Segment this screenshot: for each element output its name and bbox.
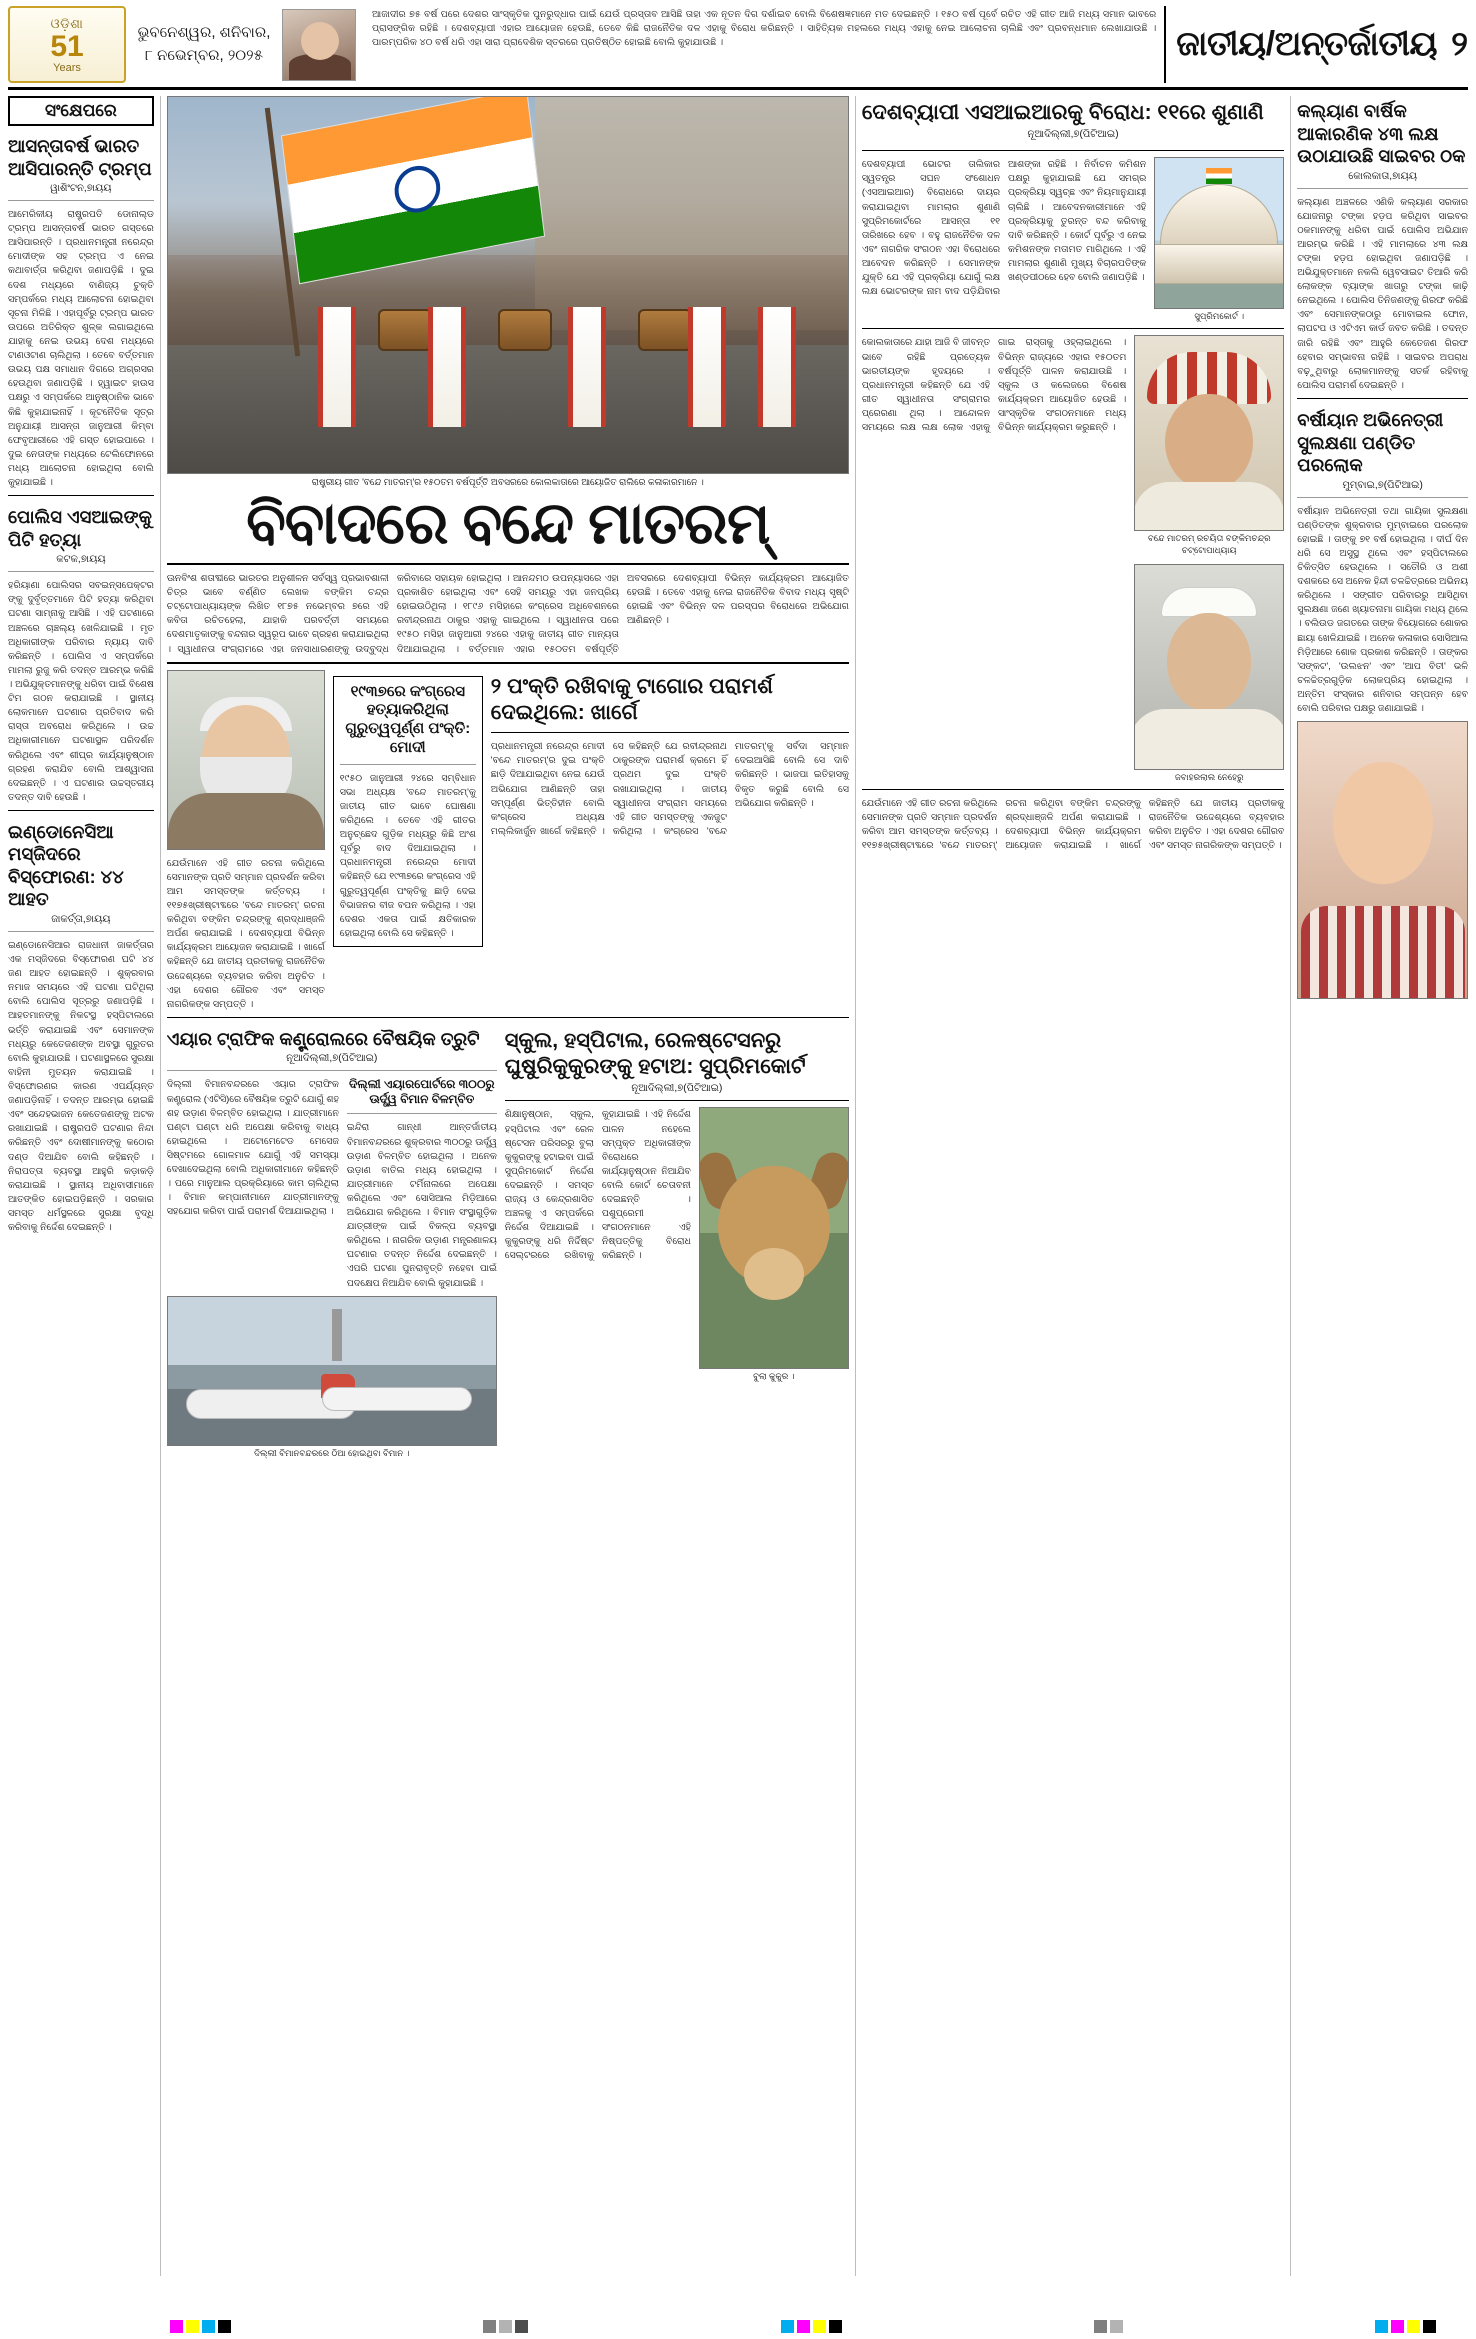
publication-logo (8, 6, 126, 83)
color-swatch (483, 2320, 496, 2333)
masthead-date: ୮ ନଭେମ୍ବର, ୨୦୨୫ (145, 46, 263, 64)
body-trump: ଆମେରିକୀୟ ରାଷ୍ଟ୍ରପତି ଡୋନାଲ୍ଡ ଟ୍ରମ୍ପ ଆସନ୍ତାବର୍ଷ ଭାରତ ଗସ୍ତରେ ଆସିପାରନ୍ତି । ପ୍ରଧାନମନ୍ତ୍ରୀ ନରେନ୍ଦ୍ର ମୋଦୀଙ୍କ ସହ ଟ୍ରମ୍ପ ଏ ନେଇ କଥାବାର୍ତ୍ତା କରିଥିବା ଜଣାପଡ଼ିଛି । ଦୁଇ ଦେଶ ମଧ୍ୟରେ ବାଣିଜ୍ୟ ଚୁକ୍ତି ସମ୍ପର୍କରେ ମଧ୍ୟ ଆଲୋଚନା ହୋଇଥିବା ସୂଚନା ମିଳିଛି । ଏହାପୂର୍ବରୁ ଟ୍ରମ୍ପ ଭାରତ ଉପରେ ଅତିରିକ୍ତ ଶୁଳ୍କ ଲଗାଇଥିଲେ ଯାହାକୁ ନେଇ ଉଭୟ ଦେଶ ମଧ୍ୟରେ ଟାଣଓଟାଣ ଚାଲିଥିଲା । ତେବେ ବର୍ତ୍ତମାନ ଉଭୟ ପକ୍ଷ ସମାଧାନ ଦିଗରେ ଅଗ୍ରସର ହେଉଥିବା ଜଣାପଡ଼ିଛି । ହ୍ୱାଇଟ ହାଉସ ପକ୍ଷରୁ ଏ ସମ୍ପର୍କରେ ଆନୁଷ୍ଠାନିକ ଭାବେ କିଛି କୁହାଯାଇନାହିଁ । କୂଟନୈତିକ ସୂତ୍ର ଅନୁଯାୟୀ ଆସନ୍ତା ଜାନୁଆରୀ କିମ୍ବା ଫେବୃଆରୀରେ ଏହି ଗସ୍ତ ହୋଇପାରେ । ଦୁଇ ନେତାଙ୍କ ମଧ୍ୟରେ ଟେଲିଫୋନରେ ମଧ୍ୟ ଆଲୋଚନା ହୋଇଥିଲା ବୋଲି କୁହାଯାଇଛି । (8, 208, 154, 488)
color-swatch (1094, 2320, 1107, 2333)
bankim-chandra-photo (1134, 335, 1284, 531)
divider (1297, 497, 1468, 498)
modi-photo-caption (167, 850, 325, 852)
stray-dog-photo-caption: ବୁଲା କୁକୁର । (753, 1371, 795, 1382)
color-group (781, 2320, 842, 2333)
divider (8, 931, 154, 932)
column-right (855, 96, 1284, 2276)
dateline-indonesia-blast: ଜାକର୍ତ୍ତା,୭ାୟୟ (51, 913, 111, 925)
color-swatch (515, 2320, 528, 2333)
sir-header-row (862, 96, 1284, 144)
headline-si-killed: ପୋଲିସ ଏସଆଇଙ୍କୁ ପିଟି ହତ୍ୟା (8, 507, 152, 550)
color-swatch (1110, 2320, 1123, 2333)
body-obituary: ବର୍ଷୀୟାନ ଅଭିନେତ୍ରୀ ତଥା ଗାୟିକା ସୁଲକ୍ଷଣା ପଣ୍ଡିତଙ୍କ ଶୁକ୍ରବାର ମୁମ୍ବାଇରେ ପରଲୋକ ହୋଇଛି । ତାଙ୍କୁ ୭୧ ବର୍ଷ ହୋଇଥିଲା । ଦୀର୍ଘ ଦିନ ଧରି ସେ ଅସୁସ୍ଥ ଥିଲେ ଏବଂ ହସ୍ପିଟାଲରେ ଚିକିତ୍ସିତ ହେଉଥିଲେ । ସତୌରି ଓ ଅଶୀ ଦଶକରେ ସେ ଅନେକ ହିନ୍ଦୀ ଚଳଚ୍ଚିତ୍ରରେ ଅଭିନୟ କରିଥିଲେ । ସଙ୍ଗୀତ ପରିବାରରୁ ଆସିଥିବା ସୁଲକ୍ଷଣା ଜଣେ ଖ୍ୟାତନାମା ଗାୟିକା ମଧ୍ୟ ଥିଲେ । ବଲିଉଡ ଜଗତରେ ତାଙ୍କ ବିୟୋଗରେ ଶୋକର ଛାୟା ଖେଳିଯାଇଛି । ଅନେକ କଳାକାର ସୋସିଆଲ ମିଡ଼ିଆରେ ଶୋକ ପ୍ରକାଶ କରିଛନ୍ତି । ତାଙ୍କର 'ସଙ୍କଟ', 'ଉଲଝନ' ଏବଂ 'ଆପ ବିତୀ' ଭଳି ଚଳଚ୍ଚିତ୍ରଗୁଡ଼ିକ ଲୋକପ୍ରିୟ ହୋଇଥିଲା । ଅନ୍ତିମ ସଂସ୍କାର ଶନିବାର ସମ୍ପନ୍ନ ହେବ ବୋଲି ପରିବାର ପକ୍ଷରୁ ଜଣାଯାଇଛି । (1297, 504, 1469, 714)
dateline-cyber-fraud: କୋଲକାତା,୭ାୟୟ (1348, 170, 1417, 182)
logo-crest-text: ଓଡ଼ିଶା (50, 15, 84, 31)
dateline-obituary: ମୁମ୍ବାଇ,୭(ପିଟିଆଇ) (1342, 479, 1423, 491)
airport-photo-caption: ଦିଲ୍ଲୀ ବିମାନବନ୍ଦରରେ ଠିଆ ହୋଇଥିବା ବିମାନ । (254, 1447, 410, 1458)
color-swatch (218, 2320, 231, 2333)
article-si-killed (8, 502, 154, 804)
center-bottom-grid (167, 1024, 849, 1459)
color-swatch (1375, 2320, 1388, 2333)
actress-photo (1297, 721, 1468, 999)
center-sub-inset (333, 670, 483, 1011)
headline-cyber-fraud: କଲ୍ୟାଣ ବାର୍ଷିକ ଆକାରଣିକ ୪୩ ଲକ୍ଷ ଉଠାଯାଉଛି ସାଇବର ଠକ (1297, 101, 1466, 166)
divider (167, 1017, 849, 1018)
page-number: ୨ (1451, 25, 1468, 63)
article-cyber-fraud (1297, 96, 1468, 392)
center-sub-left (167, 670, 325, 1011)
divider (8, 495, 154, 496)
headline-stray-dogs: ସ୍କୁଲ, ହସ୍ପିଟାଲ, ରେଳଷ୍ଟେସନରୁ ଘୁଷୁରିକୁକୁରଙ୍କୁ ହଟାଅ: ସୁପ୍ରିମକୋର୍ଟ (504, 1028, 806, 1079)
divider (505, 1100, 849, 1101)
masthead-dateline (134, 22, 274, 67)
body-mid: କୋଲକାତାରେ ଯାହା ଆଜି ବି ଜୀବନ୍ତ ଭାବେ ରହିଛି ପ୍ରତ୍ୟେକ ଭାରତୀୟଙ୍କ ହୃଦୟରେ । ପ୍ରଧାନମନ୍ତ୍ରୀ କହିଛନ୍ତି ଯେ ଏହି ଗୀତ ସ୍ୱାଧୀନତା ସଂଗ୍ରାମର ପ୍ରେରଣା ଥିଲା । ଆନ୍ଦୋଳନ ସମୟରେ ଲକ୍ଷ ଲକ୍ଷ ଲୋକ ଏହାକୁ ଗାଇ ରାସ୍ତାକୁ ଓହ୍ଲାଇଥିଲେ । ବିଭିନ୍ନ ରାଜ୍ୟରେ ଏହାର ୧୫୦ତମ ବର୍ଷପୂର୍ତ୍ତି ପାଳନ କରାଯାଉଛି । ସ୍କୁଲ ଓ କଲେଜରେ ବିଶେଷ କାର୍ଯ୍ୟକ୍ରମ ଆୟୋଜିତ ହେଉଛି । ସାଂସ୍କୃତିକ ସଂଗଠନମାନେ ମଧ୍ୟ ବିଭିନ୍ନ କାର୍ଯ୍ୟକ୍ରମ କରୁଛନ୍ତି । (861, 336, 1127, 433)
body-1937: ୧୯୫୦ ଜାନୁଆରୀ ୨୪ରେ ସମ୍ବିଧାନ ସଭା ଅଧ୍ୟକ୍ଷ 'ବନ୍ଦେ ମାତରମ୍'କୁ ଜାତୀୟ ଗୀତ ଭାବେ ଘୋଷଣା କରିଥିଲେ । ତେବେ ଏହି ଗୀତର ଅନୁଚ୍ଛେଦ ଗୁଡ଼ିକ ମଧ୍ୟରୁ କିଛି ଅଂଶ ପୂର୍ବରୁ ବାଦ ଦିଆଯାଇଥିଲା । ପ୍ରଧାନମନ୍ତ୍ରୀ ନରେନ୍ଦ୍ର ମୋଦୀ କହିଛନ୍ତି ଯେ ୧୯୩୭ରେ କଂଗ୍ରେସ ଏହି ଗୁରୁତ୍ୱପୂର୍ଣ୍ଣ ପଂକ୍ତିକୁ ଛାଡ଼ି ଦେଇ ବିଭାଜନର ବୀଜ ବପନ କରିଥିଲା । ଏହା ଦେଶର ଏକତା ପାଇଁ କ୍ଷତିକାରକ ହୋଇଥିଲା ବୋଲି ସେ କହିଛନ୍ତି । (339, 771, 476, 938)
color-swatch (202, 2320, 215, 2333)
color-group (170, 2320, 231, 2333)
headline-indonesia-blast: ଇଣ୍ଡୋନେସିଆ ମସ୍ଜିଦରେ ବିସ୍ଫୋରଣ: ୪୪ ଆହତ (8, 821, 124, 910)
color-swatch (1391, 2320, 1404, 2333)
divider (340, 764, 476, 765)
column-far-right (1290, 96, 1468, 2276)
color-swatch (781, 2320, 794, 2333)
color-group (1375, 2320, 1436, 2333)
portraits-row (862, 335, 1284, 783)
inset-1937 (333, 676, 483, 947)
color-swatch (186, 2320, 199, 2333)
lead-paragraph-block (167, 563, 849, 664)
dog-block (505, 1024, 849, 1459)
dateline-stray-dogs: ନୂଆଦିଲ୍ଲୀ,୭(ପିଟିଆଇ) (631, 1083, 723, 1095)
masthead-blurb: ଆଜାଦୀର ୭୫ ବର୍ଷ ପରେ ଦେଶର ସାଂସ୍କୃତିକ ପୁନରୁଦ୍ଧାର ପାଇଁ ଯେଉଁ ପ୍ରସ୍ତାବ ଆସିଛି ତାହା ଏକ ନୂତନ ଦିଗ ଦର୍ଶାଇବ ବୋଲି ବିଶେଷଜ୍ଞମାନେ ମତ ଦେଇଛନ୍ତି । ୧୫୦ ବର୍ଷ ପୂର୍ବେ ରଚିତ ଏହି ଗୀତ ଆଜି ମଧ୍ୟ ସମାନ ଭାବରେ ପ୍ରାସଙ୍ଗିକ ରହିଛି । ଦେଶବ୍ୟାପୀ ଏହାର ଆୟୋଜନ ହେଉଛି, ତେବେ କିଛି ରାଜନୈତିକ ଦଳ ଏହାକୁ ବିରୋଧ କରିଛନ୍ତି । ସାହିତ୍ୟିକ ମହଲରେ ମଧ୍ୟ ଏହାକୁ ନେଇ ଆଲୋଚନା ଚାଲିଛି ଏବଂ ପ୍ରବନ୍ଧମାନ ଲେଖାଯାଉଛି । ପାରମ୍ପରିକ ୪୦ ବର୍ଷ ଧରି ଏହା ସାରା ପ୍ରାଦେଶିକ ସ୍ତରରେ ପ୍ରତିଷ୍ଠିତ ହୋଇଛି ବୋଲି କୁହାଯାଉଛି । (372, 9, 1157, 48)
divider (8, 571, 154, 572)
divider (862, 789, 1284, 790)
color-group (483, 2320, 528, 2333)
body-indonesia-blast: ଇଣ୍ଡୋନେସିଆର ରାଜଧାନୀ ଜାକର୍ତ୍ତାର ଏକ ମସ୍ଜିଦରେ ବିସ୍ଫୋରଣ ଘଟି ୪୪ ଜଣ ଆହତ ହୋଇଛନ୍ତି । ଶୁକ୍ରବାର ନମାଜ ସମୟରେ ଏହି ଘଟଣା ଘଟିଥିଲା ବୋଲି ପୋଲିସ ସୂତ୍ରରୁ ଜଣାପଡ଼ିଛି । ଆହତମାନଙ୍କୁ ନିକଟସ୍ଥ ହସ୍ପିଟାଲରେ ଭର୍ତ୍ତି କରାଯାଇଛି ଏବଂ ସେମାନଙ୍କ ମଧ୍ୟରୁ କେତେଜଣଙ୍କ ଅବସ୍ଥା ଗୁରୁତର ବୋଲି କୁହାଯାଉଛି । ଘଟଣାସ୍ଥଳରେ ସୁରକ୍ଷା ବାହିନୀ ମୁତୟନ କରାଯାଇଛି । ବିସ୍ଫୋରଣର କାରଣ ଏପର୍ଯ୍ୟନ୍ତ ଜଣାପଡ଼ିନାହିଁ । ତଦନ୍ତ ଆରମ୍ଭ ହୋଇଛି ଏବଂ ସନ୍ଦେହଭାଜନ କେତେଜଣଙ୍କୁ ଅଟକ ରଖାଯାଇଛି । ରାଷ୍ଟ୍ରପତି ଘଟଣାର ନିନ୍ଦା କରିଛନ୍ତି ଏବଂ ଦୋଷୀମାନଙ୍କୁ କଠୋର ଦଣ୍ଡ ଦିଆଯିବ ବୋଲି କହିଛନ୍ତି । ନିରାପତ୍ତା ବ୍ୟବସ୍ଥା ଆହୁରି କଡ଼ାକଡ଼ି କରାଯାଇଛି । ସ୍ଥାନୀୟ ଅଧିବାସୀମାନେ ଆତଙ୍କିତ ହୋଇପଡ଼ିଛନ୍ତି । ସରକାର ସମସ୍ତ ଧର୍ମସ୍ଥଳରେ ସୁରକ୍ଷା ବୃଦ୍ଧି କରିବାକୁ ନିର୍ଦ୍ଦେଶ ଦେଇଛନ୍ତି । (8, 938, 154, 1233)
color-swatch (1407, 2320, 1420, 2333)
headline-sir: ଦେଶବ୍ୟାପୀ ଏସଆଇଆରକୁ ବିରୋଧ: ୧୧ରେ ଶୁଣାଣି (861, 101, 1264, 124)
color-swatch (797, 2320, 810, 2333)
divider (167, 1070, 497, 1071)
supreme-court-photo (1154, 157, 1284, 309)
body-cyber-fraud: କଲ୍ୟାଣ ଅଞ୍ଚଳରେ ଏଣିକି କଲ୍ୟାଣ ସରକାର ଯୋଜନାରୁ ଟଙ୍କା ହଡ଼ପ କରିଥିବା ସାଇବର ଠକମାନଙ୍କୁ ଧରିବା ପାଇଁ ପୋଲିସ ଅଭିଯାନ ଆରମ୍ଭ କରିଛି । ଏହି ମାମଲାରେ ୪୩ ଲକ୍ଷ ଟଙ୍କା ହଡ଼ପ ହୋଇଥିବା ଜଣାପଡ଼ିଛି । ଅଭିଯୁକ୍ତମାନେ ନକଲି ୱେବସାଇଟ ତିଆରି କରି ଲୋକଙ୍କ ବ୍ୟାଙ୍କ ଖାତାରୁ ଟଙ୍କା କାଢ଼ି ନେଇଥିଲେ । ପୋଲିସ ତିନିଜଣଙ୍କୁ ଗିରଫ କରିଛି ଏବଂ ସେମାନଙ୍କଠାରୁ ମୋବାଇଲ ଫୋନ, ଲାପଟପ ଓ ଏଟିଏମ କାର୍ଡ ଜବତ କରିଛି । ତଦନ୍ତ ଜାରି ରହିଛି ଏବଂ ଆହୁରି କେତେଜଣ ଗିରଫ ହେବାର ସମ୍ଭାବନା ରହିଛି । ସାଇବର ଅପରାଧ ବଢ଼ୁଥିବାରୁ ଲୋକମାନଙ୍କୁ ସତର୍କ ରହିବାକୁ ପୋଲିସ ପରାମର୍ଶ ଦେଇଛନ୍ତି । (1297, 195, 1469, 390)
logo-years-label: Years (53, 61, 81, 74)
airport-photo (167, 1296, 497, 1446)
dateline-trump: ୱାଶିଂଟନ,୭ାୟୟ (50, 183, 112, 194)
section-header (1164, 6, 1468, 83)
masthead-place: ଭୁବନେଶ୍ୱର, ଶନିବାର, (137, 24, 271, 41)
section-title: ଜାତୀୟ/ଅନ୍ତର୍ଜାତୀୟ (1176, 25, 1438, 63)
column-left (8, 96, 154, 2276)
dateline-si-killed: କଟକ,୭ାୟୟ (56, 554, 106, 566)
body-airport-delay: ଇନ୍ଦିରା ଗାନ୍ଧୀ ଆନ୍ତର୍ଜାତୀୟ ବିମାନବନ୍ଦରରେ ଶୁକ୍ରବାର ୩୦୦ରୁ ଊର୍ଦ୍ଧ୍ୱ ଉଡ଼ାଣ ବିଳମ୍ବିତ ହୋଇଥିଲା । ଅନେକ ଉଡ଼ାଣ ବାତିଲ ମଧ୍ୟ ହୋଇଥିଲା । ଯାତ୍ରୀମାନେ ଟର୍ମିନାଲରେ ଅପେକ୍ଷା କରିଥିଲେ ଏବଂ ସୋସିଆଲ ମିଡ଼ିଆରେ ଅଭିଯୋଗ କରିଥିଲେ । ବିମାନ ସଂସ୍ଥାଗୁଡ଼ିକ ଯାତ୍ରୀଙ୍କ ପାଇଁ ବିକଳ୍ପ ବ୍ୟବସ୍ଥା କରିଥିଲେ । ନାଗରିକ ଉଡ଼ାଣ ମନ୍ତ୍ରଣାଳୟ ଘଟଣାର ତଦନ୍ତ ନିର୍ଦ୍ଦେଶ ଦେଇଛନ୍ତି । ଏପରି ଘଟଣା ପୁନରାବୃତ୍ତି ନହେବା ପାଇଁ ପଦକ୍ଷେପ ନିଆଯିବ ବୋଲି କୁହାଯାଇଛି । (346, 1121, 497, 1288)
nehru-photo-caption: ଜବାହରଲାଲ ନେହେରୁ (1174, 771, 1244, 782)
body-stray-dogs: ଶିକ୍ଷାନୁଷ୍ଠାନ, ସ୍କୁଲ, ହସ୍ପିଟାଲ ଏବଂ ରେଳ ଷ୍ଟେସନ ପରିସରରୁ ବୁଲା କୁକୁରଙ୍କୁ ହଟାଇବା ପାଇଁ ସୁପ୍ରିମକୋର୍ଟ ନିର୍ଦ୍ଦେଶ ଦେଇଛନ୍ତି । ସମସ୍ତ ରାଜ୍ୟ ଓ କେନ୍ଦ୍ରଶାସିତ ଅଞ୍ଚଳକୁ ଏ ସମ୍ପର୍କରେ ନିର୍ଦ୍ଦେଶ ଦିଆଯାଇଛି । କୁକୁରଙ୍କୁ ଧରି ନିର୍ଦ୍ଦିଷ୍ଟ ସେଲ୍ଟରରେ ରଖିବାକୁ କୁହାଯାଇଛି । ଏହି ନିର୍ଦ୍ଦେଶ ପାଳନ ନହେଲେ ସମ୍ପୃକ୍ତ ଅଧିକାରୀଙ୍କ ବିରୋଧରେ କାର୍ଯ୍ୟାନୁଷ୍ଠାନ ନିଆଯିବ ବୋଲି କୋର୍ଟ ଚେତାବନୀ ଦେଇଛନ୍ତି । ପଶୁପ୍ରେମୀ ସଂଗଠନମାନେ ଏହି ନିଷ୍ପତ୍ତିକୁ ବିରୋଧ କରିଛନ୍ତି । (504, 1108, 691, 1261)
color-swatch (1423, 2320, 1436, 2333)
color-group (1094, 2320, 1123, 2333)
divider (1297, 398, 1468, 399)
supreme-court-photo-caption: ସୁପ୍ରିମକୋର୍ଟ । (1194, 311, 1245, 322)
column-center (160, 96, 849, 2276)
divider (491, 732, 849, 733)
main-headline: ବିବାଦରେ ବନ୍ଦେ ମାତରମ୍ (246, 491, 770, 557)
center-lower-grid (167, 670, 849, 1011)
body-mid-overflow: ଯେଉଁମାନେ ଏହି ଗୀତ ରଚନା କରିଥିଲେ ସେମାନଙ୍କ ପ୍ରତି ସମ୍ମାନ ପ୍ରଦର୍ଶନ କରିବା ଆମ ସମସ୍ତଙ୍କ କର୍ତ୍ତବ୍ୟ । ୧୧୭୫ଖ୍ରୀଷ୍ଟାବ୍ଦରେ 'ବନ୍ଦେ ମାତରମ୍' ରଚନା କରିଥିବା ବଙ୍କିମ ଚନ୍ଦ୍ରଙ୍କୁ ଶ୍ରଦ୍ଧାଞ୍ଜଳି ଅର୍ପଣ କରାଯାଇଛି । ଦେଶବ୍ୟାପୀ ବିଭିନ୍ନ କାର୍ଯ୍ୟକ୍ରମ ଆୟୋଜନ କରାଯାଇଛି । ଖାର୍ଗେ କହିଛନ୍ତି ଯେ ଜାତୀୟ ପ୍ରତୀକକୁ ରାଜନୈତିକ ଉଦ୍ଦେଶ୍ୟରେ ବ୍ୟବହାର କରିବା ଅନୁଚିତ । ଏହା ଦେଶର ଗୌରବ ଏବଂ ସମସ୍ତ ନାଗରିକଙ୍କ ସମ୍ପତ୍ତି । (861, 796, 1285, 851)
divider (8, 810, 154, 811)
briefs-header: ସଂକ୍ଷେପରେ (8, 96, 154, 126)
article-trump (8, 131, 154, 489)
headline-1937: ୧୯୩୭ରେ କଂଗ୍ରେସ ହତ୍ୟାକରିଥିଲା ଗୁରୁତ୍ୱପୂର୍ଣ୍ଣ ପଂକ୍ତି: ମୋଦୀ (345, 682, 471, 756)
divider (862, 328, 1284, 329)
body-sir: ଦେଶବ୍ୟାପୀ ଭୋଟର ତାଲିକାର ସ୍ୱତନ୍ତ୍ର ସଘନ ସଂଶୋଧନ (ଏସଆଇଆର) ବିରୋଧରେ ଦାୟର କରାଯାଇଥିବା ମାମଲାର ଶୁଣାଣି ସୁପ୍ରିମକୋର୍ଟରେ ଆସନ୍ତା ୧୧ ତାରିଖରେ ହେବ । ବହୁ ରାଜନୈତିକ ଦଳ ଏବଂ ନାଗରିକ ସଂଗଠନ ଏହା ବିରୋଧରେ ଆବେଦନ କରିଛନ୍ତି । ସେମାନଙ୍କ ଯୁକ୍ତି ଯେ ଏହି ପ୍ରକ୍ରିୟା ଯୋଗୁଁ ଲକ୍ଷ ଲକ୍ଷ ଭୋଟରଙ୍କ ନାମ ବାଦ ପଡ଼ିଯିବାର ଆଶଙ୍କା ରହିଛି । ନିର୍ବାଚନ କମିଶନ ପକ୍ଷରୁ କୁହାଯାଇଛି ଯେ ସମଗ୍ର ପ୍ରକ୍ରିୟା ସ୍ୱଚ୍ଛ ଏବଂ ନିୟମାନୁଯାୟୀ ଚାଲିଛି । ଆବେଦନକାରୀମାନେ ଏହି ପ୍ରକ୍ରିୟାକୁ ତୁରନ୍ତ ବନ୍ଦ କରିବାକୁ ଦାବି କରିଛନ୍ତି । କୋର୍ଟ ପୂର୍ବରୁ ଏ ନେଇ କମିଶନଙ୍କ ମତାମତ ମାଗିଥିଲେ । ଏହି ମାମଲାର ଶୁଣାଣି ମୁଖ୍ୟ ବିଚାରପତିଙ୍କ ଖଣ୍ଡପୀଠରେ ହେବ ବୋଲି ଜଣାପଡ଼ିଛି । (861, 158, 1147, 297)
color-swatch (829, 2320, 842, 2333)
bankim-photo-caption: ବନ୍ଦେ ମାତରମ୍ ରଚୟିତା ବଙ୍କିମଚନ୍ଦ୍ର ଚଟ୍ଟୋପାଧ୍ୟାୟ (1147, 533, 1271, 555)
body-atc: ଦିଲ୍ଲୀ ବିମାନବନ୍ଦରରେ ଏୟାର ଟ୍ରାଫିକ କଣ୍ଟ୍ରୋଲ (ଏଟିସି)ରେ ବୈଷୟିକ ତ୍ରୁଟି ଯୋଗୁଁ ଶହ ଶହ ଉଡ଼ାଣ ବିଳମ୍ବିତ ହୋଇଥିଲା । ଯାତ୍ରୀମାନେ ଘଣ୍ଟା ଘଣ୍ଟା ଧରି ଅପେକ୍ଷା କରିବାକୁ ବାଧ୍ୟ ହୋଇଥିଲେ । ଅଟୋମେଟେଡ ମେସେଜ ସିଷ୍ଟମରେ ଗୋଳମାଳ ଯୋଗୁଁ ଏହି ସମସ୍ୟା ଦେଖାଦେଇଥିଲା ବୋଲି ଅଧିକାରୀମାନେ କହିଛନ୍ତି । ପରେ ମାନୁଆଲ ପ୍ରକ୍ରିୟାରେ କାମ ଚାଲିଥିଲା । ବିମାନ କମ୍ପାନୀମାନେ ଯାତ୍ରୀମାନଙ୍କୁ ସହଯୋଗ କରିବା ପାଇଁ ପରାମର୍ଶ ଦିଆଯାଇଥିଲା । (166, 1078, 339, 1217)
divider (862, 150, 1284, 151)
nehru-photo (1134, 564, 1284, 770)
stray-dog-photo (699, 1107, 849, 1369)
color-swatch (499, 2320, 512, 2333)
rally-photo-caption: ରାଷ୍ଟ୍ରୀୟ ଗୀତ 'ବନ୍ଦେ ମାତରମ୍'ର ୧୫୦ତମ ବର୍ଷପୂର୍ତ୍ତି ଅବସରରେ କୋଲକାତାରେ ଆୟୋଜିତ ରାଲିରେ କଳାକାରମାନେ । (311, 477, 704, 487)
dateline-atc: ନୂଆଦିଲ୍ଲୀ,୭(ପିଟିଆଇ) (286, 1053, 378, 1065)
page-grid (8, 96, 1468, 2276)
center-sub-right (491, 670, 849, 1011)
masthead (8, 6, 1468, 90)
article-indonesia-blast (8, 817, 154, 1234)
body-tagore: ପ୍ରଧାନମନ୍ତ୍ରୀ ନରେନ୍ଦ୍ର ମୋଦୀ 'ବନ୍ଦେ ମାତରମ୍'ର ଦୁଇ ପଂକ୍ତି ଛାଡ଼ି ଦିଆଯାଇଥିବା ନେଇ ଯେଉଁ ଅଭିଯୋଗ ଆଣିଛନ୍ତି ତାହା ସମ୍ପୂର୍ଣ୍ଣ ଭିତ୍ତିହୀନ ବୋଲି କଂଗ୍ରେସ ଅଧ୍ୟକ୍ଷ ମଲ୍ଲିକାର୍ଜୁନ ଖାର୍ଗେ କହିଛନ୍ତି । ସେ କହିଛନ୍ତି ଯେ ରବୀନ୍ଦ୍ରନାଥ ଠାକୁରଙ୍କ ପରାମର୍ଶ କ୍ରମେ ହିଁ ପ୍ରଥମ ଦୁଇ ପଂକ୍ତି ରଖାଯାଇଥିଲା । ଜାତୀୟ ସ୍ୱାଧୀନତା ସଂଗ୍ରାମ ସମୟରେ ଏହି ଗୀତ ସମସ୍ତଙ୍କୁ ଏକଜୁଟ କରିଥିଲା । କଂଗ୍ରେସ 'ବନ୍ଦେ ମାତରମ୍'କୁ ସର୍ବଦା ସମ୍ମାନ ଦେଇଆସିଛି ବୋଲି ସେ ଦାବି କରିଛନ୍ତି । ଭାଜପା ଇତିହାସକୁ ବିକୃତ କରୁଛି ବୋଲି ସେ ଅଭିଯୋଗ କରିଛନ୍ତି । (490, 740, 849, 836)
divider (347, 1113, 497, 1114)
headline-trump: ଆସନ୍ତାବର୍ଷ ଭାରତ ଆସିପାରନ୍ତି ଟ୍ରମ୍ପ (8, 136, 152, 179)
headline-tagore: ୨ ପଂକ୍ତି ରଖିବାକୁ ଟାଗୋର ପରାମର୍ଶ ଦେଇଥିଲେ: ଖାର୍ଗେ (490, 674, 773, 724)
body-si-killed: ହରିୟାଣା ପୋଲିସର ସବଇନ୍ସପେକ୍ଟର ଙ୍କୁ ଦୁର୍ବୃତ୍ତମାନେ ପିଟି ହତ୍ୟା କରିଥିବା ଘଟଣା ସାମ୍ନାକୁ ଆସିଛି । ଏହି ଘଟଣାରେ ଅଞ୍ଚଳରେ ଚାଞ୍ଚଲ୍ୟ ଖେଳିଯାଇଛି । ମୃତ ଅଧିକାରୀଙ୍କ ପରିବାର ନ୍ୟାୟ ଦାବି କରିଛନ୍ତି । ପୋଲିସ ଏ ସମ୍ପର୍କରେ ମାମଲା ରୁଜୁ କରି ତଦନ୍ତ ଆରମ୍ଭ କରିଛି । ଅଭିଯୁକ୍ତମାନଙ୍କୁ ଧରିବା ପାଇଁ ବିଶେଷ ଟିମ ଗଠନ କରାଯାଇଛି । ସ୍ଥାନୀୟ ଲୋକମାନେ ଘଟଣାର ପ୍ରତିବାଦ କରି ରାସ୍ତା ଅବରୋଧ କରିଥିଲେ । ଉଚ୍ଚ ଅଧିକାରୀମାନେ ଘଟଣାସ୍ଥଳ ପରିଦର୍ଶନ କରିଥିଲେ ଏବଂ ଶୀଘ୍ର କାର୍ଯ୍ୟାନୁଷ୍ଠାନ ଗ୍ରହଣ କରାଯିବ ବୋଲି ଆଶ୍ୱାସନା ଦେଇଛନ୍ତି । ଏ ଘଟଣାର ଉଚ୍ଚସ୍ତରୀୟ ତଦନ୍ତ ଦାବି ହେଉଛି । (8, 579, 154, 802)
dateline-sir: ନୂଆଦିଲ୍ଲୀ,୭(ପିଟିଆଇ) (1027, 129, 1119, 141)
color-swatch (170, 2320, 183, 2333)
rally-photo (167, 96, 849, 474)
headline-obituary: ବର୍ଷୀୟାନ ଅଭିନେତ୍ରୀ ସୁଲକ୍ଷଣା ପଣ୍ଡିତ ପରଲୋକ (1297, 410, 1444, 476)
logo-years-number: 51 (50, 29, 84, 63)
divider (8, 200, 154, 201)
print-color-bar (0, 2313, 1476, 2339)
divider (1297, 188, 1468, 189)
article-obituary (1297, 405, 1468, 715)
atc-block (167, 1024, 497, 1459)
headline-atc: ଏୟାର ଟ୍ରାଫିକ କଣ୍ଟ୍ରୋଲରେ ବୈଷୟିକ ତ୍ରୁଟି (166, 1028, 480, 1049)
lead-paragraph: ଊନବିଂଶ ଶତାବ୍ଦୀରେ ଭାରତର ଅନୁଶୀଳନ ସର୍ବସ୍ୱ ପ୍ରଭାବଶାଳୀ ଚିତ୍ର ଭାବେ ବର୍ଣ୍ଣିତ ଲେଖକ ବଙ୍କିମ ଚନ୍ଦ୍ର ଚଟ୍ଟୋପାଧ୍ୟାୟଙ୍କ ଲିଖିତ ୧୮୭୫ ନଭେମ୍ବର ୭ରେ ଏହି କବିତା ରଚିତହେଲା, ଯାହାକି ପରବର୍ତ୍ତୀ ସମୟରେ ଦେଶମାତୃକାଙ୍କୁ ବନ୍ଦନାର ସ୍ୱରୂପ ଭାବେ ଗ୍ରହଣ କରାଯାଇଥିଲା । ସ୍ୱାଧୀନତା ସଂଗ୍ରାମରେ ଏହା ଜନସାଧାରଣଙ୍କୁ ଉଦ୍ବୁଦ୍ଧ କରିବାରେ ସହାୟକ ହୋଇଥିଲା । ଆନନ୍ଦମଠ ଉପନ୍ୟାସରେ ଏହା ପ୍ରକାଶିତ ହୋଇଥିଲା ଏବଂ ସେହି ସମୟରୁ ଏହା ଜନପ୍ରିୟ ହୋଇଉଠିଥିଲା । ୧୮୯୬ ମସିହାରେ କଂଗ୍ରେସ ଅଧିବେଶନରେ ରବୀନ୍ଦ୍ରନାଥ ଠାକୁର ଏହାକୁ ଗାଇଥିଲେ । ସ୍ୱାଧୀନତା ପରେ ୧୯୫୦ ମସିହା ଜାନୁଆରୀ ୨୪ରେ ଏହାକୁ ଜାତୀୟ ଗୀତ ମାନ୍ୟତା ଦିଆଯାଇଥିଲା । ବର୍ତ୍ତମାନ ଏହାର ୧୫୦ତମ ବର୍ଷପୂର୍ତ୍ତି ଅବସରରେ ଦେଶବ୍ୟାପୀ ବିଭିନ୍ନ କାର୍ଯ୍ୟକ୍ରମ ଆୟୋଜିତ ହେଉଛି । ତେବେ ଏହାକୁ ନେଇ ରାଜନୈତିକ ବିବାଦ ମଧ୍ୟ ସୃଷ୍ଟି ହୋଇଛି ଏବଂ ବିଭିନ୍ନ ଦଳ ପରସ୍ପର ବିରୋଧରେ ଅଭିଯୋଗ ଆଣିଛନ୍ତି । (166, 572, 849, 654)
masthead-portrait-photo (282, 9, 356, 81)
color-swatch (813, 2320, 826, 2333)
body-modi-note: ଯେଉଁମାନେ ଏହି ଗୀତ ରଚନା କରିଥିଲେ ସେମାନଙ୍କ ପ୍ରତି ସମ୍ମାନ ପ୍ରଦର୍ଶନ କରିବା ଆମ ସମସ୍ତଙ୍କ କର୍ତ୍ତବ୍ୟ । ୧୧୭୫ଖ୍ରୀଷ୍ଟାବ୍ଦରେ 'ବନ୍ଦେ ମାତରମ୍' ରଚନା କରିଥିବା ବଙ୍କିମ ଚନ୍ଦ୍ରଙ୍କୁ ଶ୍ରଦ୍ଧାଞ୍ଜଳି ଅର୍ପଣ କରାଯାଇଛି । ଦେଶବ୍ୟାପୀ ବିଭିନ୍ନ କାର୍ଯ୍ୟକ୍ରମ ଆୟୋଜନ କରାଯାଇଛି । ଖାର୍ଗେ କହିଛନ୍ତି ଯେ ଜାତୀୟ ପ୍ରତୀକକୁ ରାଜନୈତିକ ଉଦ୍ଦେଶ୍ୟରେ ବ୍ୟବହାର କରିବା ଅନୁଚିତ । ଏହା ଦେଶର ଗୌରବ ଏବଂ ସମସ୍ତ ନାଗରିକଙ୍କ ସମ୍ପତ୍ତି । (166, 856, 325, 1009)
headline-airport-delay: ଦିଲ୍ଲୀ ଏୟାରପୋର୍ଟରେ ୩୦୦ରୁ ଊର୍ଦ୍ଧ୍ୱ ବିମାନ ବିଳମ୍ବିତ (348, 1077, 495, 1107)
modi-photo (167, 670, 325, 850)
